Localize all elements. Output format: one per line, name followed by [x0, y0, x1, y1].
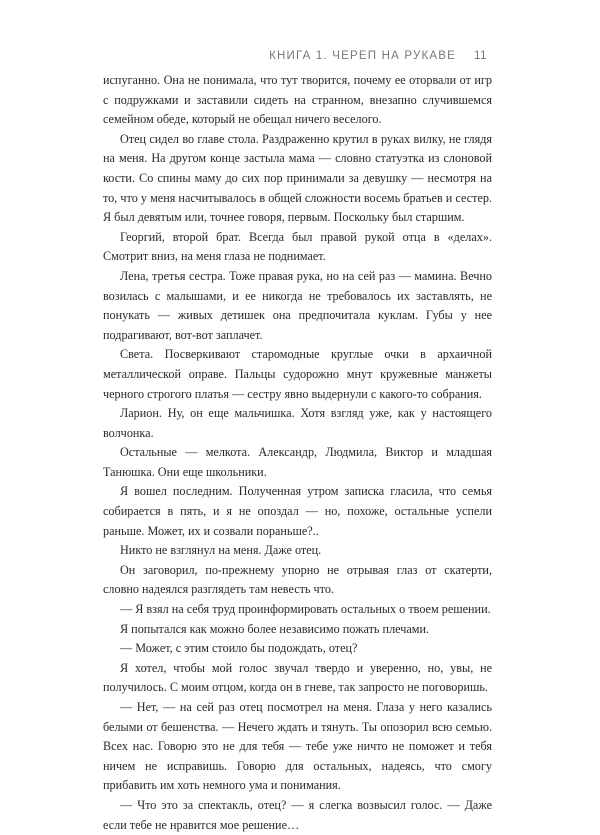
paragraph: Я хотел, чтобы мой голос звучал твердо и уверенно, но, увы, не получилось. С моим отцом, когда он в гневе, так запросто не поговоришь. [103, 660, 492, 695]
paragraph: Ларион. Ну, он еще мальчишка. Хотя взгляд уже, как у настоящего волчонка. [103, 406, 492, 440]
paragraph: — Может, с этим стоило бы подождать, отец? [120, 641, 358, 656]
paragraph: Георгий, второй брат. Всегда был правой рукой отца в «делах». Смотрит вниз, на меня глаза не поднимает. [103, 229, 492, 264]
paragraph: Никто не взглянул на меня. Даже отец. [120, 543, 322, 558]
paragraph: Я попытался как можно более независимо пожать плечами. [120, 621, 430, 636]
paragraph: Я вошел последним. Полученная утром записка гласила, что семья собирается в пять, и я не опоздал — но, похоже, остальные успели раньше. Может, их и созвали пораньше?.. [103, 484, 492, 538]
paragraph: Света. Посверкивают старомодные круглые очки в архаичной металлической оправе. Пальцы судорожно мнут кружевные манжеты черного строгого платья — сестру явно выдернули с какого-то собрания. [103, 347, 492, 401]
paragraph: — Я взял на себя труд проинформировать остальных о твоем решении. [120, 602, 491, 617]
paragraph: — Что это за спектакль, отец? — я слегка возвысил голос. — Даже если тебе не нравится мое решение… [103, 797, 492, 832]
paragraph: Отец сидел во главе стола. Раздраженно крутил в руках вилку, не глядя на меня. На другом конце застыла мама — словно статуэтка из слоновой кости. Со спины маму до сих пор принимали за девушку — несмотря на то, что у меня насчитывалось в общей сложности восемь братьев и сестер. Я был девятым или, точнее говоря, первым. Поскольку был старшим. [103, 131, 492, 225]
running-header [269, 50, 487, 62]
running-title: КНИГА 1. ЧЕРЕП НА РУКАВЕ [269, 50, 457, 62]
text-body [103, 71, 492, 835]
paragraph: — Нет, — на сей раз отец посмотрел на меня. Глаза у него казались белыми от бешенства. — Нечего ждать и тянуть. Ты опозорил всю семью. Всех нас. Говорю это не для тебя — тебе уже ничто не поможет и тебя ничем не исправишь. Говорю для остальных, надеясь, что смогу прибавить им хоть немного ума и понимания. [103, 700, 492, 793]
paragraph: Остальные — мелкота. Александр, Людмила, Виктор и младшая Танюшка. Они еще школьники. [103, 445, 492, 479]
paragraph: Он заговорил, по-прежнему упорно не отрывая глаз от скатерти, словно надеялся разглядеть там невесть что. [103, 562, 492, 597]
paragraph: испуганно. Она не понимала, что тут творится, почему ее оторвали от игр с подружками и заставили сидеть на странном, внезапно случившемся семейном обеде, который не обещал ничего веселого. [103, 73, 492, 127]
paragraph: Лена, третья сестра. Тоже правая рука, но на сей раз — мамина. Вечно возилась с малышами, и ее никогда не требовалось их заставлять, не понукать — живых детишек она предпочитала куклам. Губы у нее подрагивают, вот-вот заплачет. [103, 268, 492, 342]
page-number: 11 [474, 50, 487, 62]
